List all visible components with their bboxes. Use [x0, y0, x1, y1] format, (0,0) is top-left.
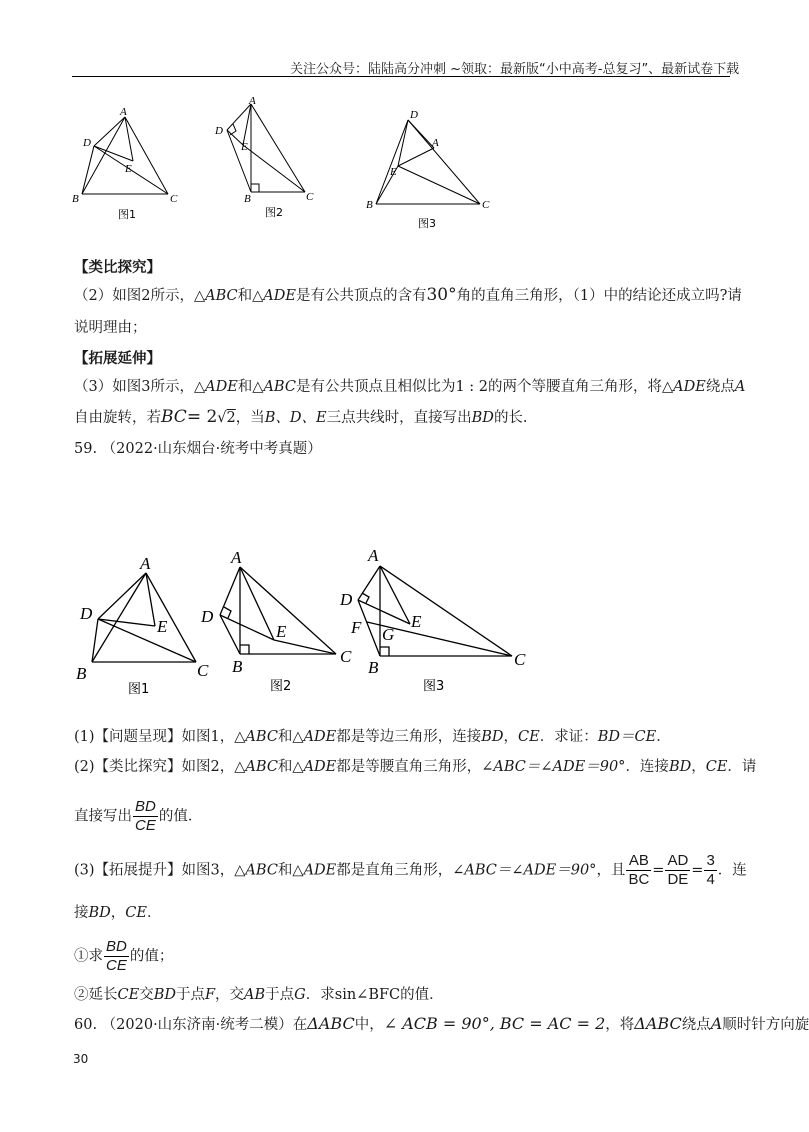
text: (1)【问题呈现】如图1，: [74, 729, 235, 745]
text: 接: [74, 905, 89, 921]
page-header: 关注公众号：陆陆高分冲刺 ~领取：最新版“小中高考-总复习”、最新试卷下载: [290, 62, 740, 77]
text: 交: [139, 987, 154, 1003]
fraction: [104, 938, 129, 975]
math: = 2: [186, 407, 218, 427]
math: BC: [161, 407, 187, 427]
math: CE: [117, 987, 140, 1003]
q3-line-2: [74, 903, 161, 923]
p59-fig3-label-e: E: [411, 612, 422, 631]
text: ．请: [727, 759, 757, 775]
math: BD: [153, 987, 176, 1003]
top-fig1-caption: 图1: [118, 208, 136, 221]
q1-line: [74, 727, 671, 747]
denominator: CE: [106, 957, 127, 974]
text: 的值．: [158, 808, 203, 825]
text: 都是直角三角形，: [336, 862, 453, 879]
math: sin∠BFC: [334, 987, 401, 1003]
p59-fig2-label-e: E: [276, 622, 287, 641]
top-fig1-label-b: B: [72, 193, 79, 205]
p59-fig3-label-g: G: [382, 625, 395, 644]
text: ．求: [305, 987, 335, 1003]
problem60-line: [74, 1014, 809, 1035]
text: 于点: [175, 987, 205, 1003]
fraction-ad-de: [665, 852, 690, 889]
p59-fig3-caption: 图3: [423, 679, 445, 694]
math: CE: [705, 759, 728, 775]
math: ∠ABC＝∠ADE＝90°: [452, 862, 597, 879]
text: (2)【类比探究】如图2，: [74, 759, 235, 775]
text: ，当: [235, 410, 265, 426]
math: △ABC: [193, 288, 238, 304]
top-fig3-caption: 图3: [418, 217, 436, 230]
fraction-3-4: [704, 852, 716, 889]
text: ①求: [74, 948, 103, 965]
math: △ADE: [292, 729, 337, 745]
math: A: [710, 1014, 723, 1033]
math: ∠ABC＝∠ADE＝90°: [481, 759, 626, 775]
top-fig2-label-e: E: [241, 141, 248, 153]
text: 中，: [354, 1017, 384, 1033]
math: ∠ ACB = 90°, BC = AC = 2: [383, 1014, 606, 1033]
text: 的值．: [400, 987, 444, 1003]
text: ．连接: [625, 759, 669, 775]
text: 和: [277, 759, 293, 775]
problem59-heading: 59. （2022·山东烟台·统考中考真题）: [74, 441, 322, 457]
p59-fig1-label-c: C: [197, 661, 209, 680]
q3-sub1-line: [74, 938, 173, 975]
text: 的值；: [129, 948, 174, 965]
extend-title: 【拓展延伸】: [74, 351, 161, 367]
text: 的长.: [493, 410, 528, 426]
denominator: BC: [628, 871, 650, 888]
text: 三点共线时，直接写出: [326, 410, 472, 426]
text: ．连: [717, 862, 747, 879]
top-fig3-label-a: A: [432, 137, 439, 149]
text: （2）如图2所示，: [74, 288, 194, 304]
math: BD＝CE: [597, 729, 657, 745]
text: ②延长: [74, 987, 118, 1003]
math: △ABC: [252, 379, 296, 395]
math: ΔABC: [307, 1014, 355, 1033]
math: △ABC: [234, 862, 278, 879]
text: 绕点: [681, 1017, 711, 1033]
text: ，: [691, 759, 706, 775]
p59-fig2-label-a: A: [231, 548, 242, 567]
text: 和: [237, 288, 253, 304]
math: 1 : 2: [455, 379, 489, 395]
math: BD: [471, 410, 494, 426]
numerator: 3: [706, 852, 715, 869]
math: BD: [668, 759, 692, 775]
text: 都是等腰直角三角形，: [336, 759, 482, 775]
p59-fig3-label-f: F: [351, 618, 362, 637]
p59-fig2-label-c: C: [340, 647, 352, 666]
p59-fig3-label-d: D: [340, 590, 353, 609]
text: 都是等边三角形，连接: [336, 729, 482, 745]
math: △ADE: [252, 288, 296, 304]
denominator: 4: [706, 871, 715, 888]
q2-line-2: [74, 798, 202, 835]
text: 是有公共顶点的含有: [295, 288, 427, 304]
fraction: [133, 798, 158, 835]
numerator: BD: [135, 798, 156, 815]
text: 直接写出: [74, 808, 132, 825]
math: △ADE: [662, 379, 706, 395]
text: （3）如图3所示，: [74, 379, 194, 395]
p59-fig2-caption: 图2: [270, 679, 292, 694]
sqrt-symbol: √: [217, 410, 227, 426]
math: △ADE: [292, 862, 337, 879]
analogy-title: 【类比探究】: [74, 260, 161, 276]
text: 绕点: [705, 379, 735, 395]
top-fig1-label-e: E: [125, 163, 132, 175]
p59-fig1-label-e: E: [157, 617, 168, 636]
text: ，: [110, 905, 126, 921]
analogy-line-2: 说明理由；: [74, 320, 147, 336]
text: 和: [237, 379, 253, 395]
text: ．求证：: [539, 729, 598, 745]
math: ΔABC: [634, 1014, 682, 1033]
math: 30°: [426, 285, 457, 305]
text: ，: [503, 729, 519, 745]
math: F: [204, 987, 216, 1003]
top-fig2-label-c: C: [306, 191, 314, 203]
math: △ABC: [234, 759, 278, 775]
math: △ADE: [292, 759, 337, 775]
text: 和: [277, 862, 293, 879]
top-fig2-label-a: A: [249, 95, 256, 107]
math: △ABC: [234, 729, 278, 745]
top-fig3-label-d: D: [410, 109, 418, 121]
top-fig3-label-e: E: [390, 166, 397, 178]
text: 的两个等腰直角三角形，将: [488, 379, 663, 395]
text: 于点: [265, 987, 295, 1003]
top-fig3-label-b: B: [366, 199, 373, 211]
denominator: CE: [135, 817, 156, 834]
top-fig2-label-b: B: [244, 193, 251, 205]
text: ，将: [605, 1017, 635, 1033]
math: AB: [244, 987, 266, 1003]
denominator: DE: [667, 871, 689, 888]
p59-fig3-label-b: B: [368, 658, 379, 677]
math: CE: [518, 729, 540, 745]
p59-fig1-caption: 图1: [128, 682, 150, 697]
math: B、D、E: [264, 410, 327, 426]
text: 是有公共顶点且相似比为: [295, 379, 456, 395]
text: 自由旋转，若: [74, 410, 161, 426]
math: A: [734, 379, 746, 395]
text: ，交: [215, 987, 245, 1003]
text: 顺时针方向旋: [722, 1017, 809, 1033]
text: 角的直角三角形，（1）中的结论还成立吗?请: [456, 288, 742, 304]
q3-sub2-line: [74, 985, 444, 1005]
equals: =: [652, 862, 665, 879]
top-fig1-label-d: D: [83, 137, 91, 149]
math: G: [294, 987, 306, 1003]
top-fig1-label-c: C: [170, 193, 178, 205]
top-fig2-label-d: D: [215, 125, 223, 137]
text: 60. （2020·山东济南·统考二模）在: [74, 1017, 308, 1033]
numerator: AB: [626, 852, 651, 871]
text: ．: [656, 729, 671, 745]
text: ．: [146, 905, 162, 921]
top-fig3-label-c: C: [482, 199, 490, 211]
numerator: AD: [667, 852, 689, 869]
top-fig1-label-a: A: [120, 106, 127, 118]
math: BD: [88, 905, 111, 921]
math: △ADE: [193, 379, 238, 395]
p59-fig1-label-b: B: [76, 664, 87, 683]
top-fig2-caption: 图2: [265, 206, 283, 219]
numerator: BD: [106, 938, 127, 955]
fraction-ab-bc: [626, 852, 651, 889]
p59-fig2-label-b: B: [232, 657, 243, 676]
p59-fig1-label-d: D: [80, 604, 93, 623]
math: BD: [481, 729, 504, 745]
equals: =: [691, 862, 704, 879]
p59-fig3-label-c: C: [514, 650, 526, 669]
p59-figure-1: [92, 573, 196, 662]
p59-fig1-label-a: A: [140, 554, 151, 573]
p59-fig2-label-d: D: [201, 607, 214, 626]
q3-line-1: [74, 852, 747, 889]
text: ，且: [596, 862, 626, 879]
math: CE: [125, 905, 147, 921]
math: 2: [226, 410, 236, 426]
text: 和: [277, 729, 293, 745]
p59-fig3-label-a: A: [368, 546, 379, 565]
page-number: 30: [73, 1052, 89, 1066]
text: (3)【拓展提升】如图3，: [74, 862, 235, 879]
q2-line-1: [74, 757, 756, 777]
